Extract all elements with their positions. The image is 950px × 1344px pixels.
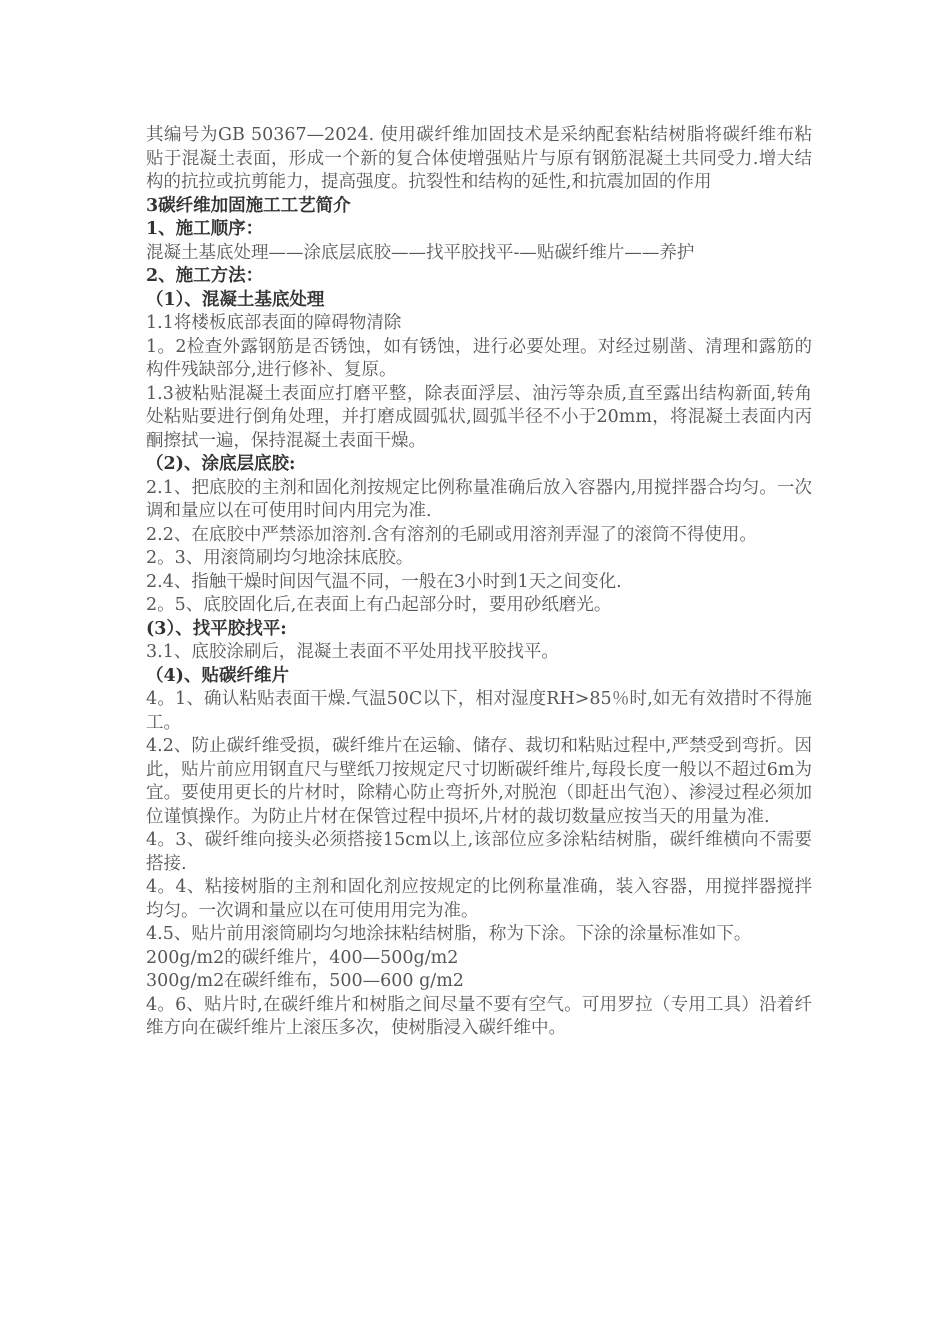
- paragraph-2-1: 2.1、把底胶的主剂和固化剂按规定比例称量准确后放入容器内,用搅拌器合均匀。一次调和量应以在可使用时间内用完为准.: [146, 477, 812, 521]
- subheading-apply-sheet: （4)、贴碳纤维片: [146, 665, 289, 686]
- paragraph-3-1: 3.1、底胶涂刷后，混凝土表面不平处用找平胶找平。: [146, 642, 559, 662]
- document-body: [146, 124, 812, 1041]
- paragraph-2-2: 2.2、在底胶中严禁添加溶剂.含有溶剂的毛刷或用溶剂弄湿了的滚筒不得使用。: [146, 524, 757, 545]
- paragraph-4-5: 4.5、贴片前用滚筒刷均匀地涂抹粘结树脂，称为下涂。下涂的涂量标准如下。: [146, 924, 752, 944]
- paragraph-4-3: 4。3、碳纤维向接头必须搭接15cm以上,该部位应多涂粘结树脂，碳纤维横向不需要搭接.: [146, 830, 812, 874]
- subheading-construction-method: 2、施工方法：: [146, 266, 264, 286]
- paragraph-4-4: 4。4、粘接树脂的主剂和固化剂应按规定的比例称量准确，装入容器，用搅拌器搅拌均匀。一次调和量应以在可使用用完为准。: [146, 877, 812, 921]
- paragraph-1-1: 1.1将楼板底部表面的障碍物清除: [146, 313, 402, 333]
- paragraph-spec-300: 300g/m2在碳纤维布，500—600 g/m2: [146, 971, 464, 991]
- paragraph-4-1: 4。1、确认粘贴表面干燥.气温50C以下，相对湿度RH>85％时,如无有效措时不得施工。: [146, 689, 812, 733]
- paragraph-4-2: 4.2、防止碳纤维受损，碳纤维片在运输、储存、裁切和粘贴过程中,严禁受到弯折。因此，贴片前应用钢直尺与壁纸刀按规定尺寸切断碳纤维片,每段长度一般以不超过6m为宜。要使用更长的片材时，除精心防止弯折外,对脱泡（即赶出气泡）、渗浸过程必须加位谨慎操作。为防止片材在保管过程中损坏,片材的裁切数量应按当天的用量为准.: [146, 736, 812, 827]
- subheading-construction-order: 1、施工顺序：: [146, 219, 264, 239]
- paragraph-4-6: 4。6、贴片时,在碳纤维片和树脂之间尽量不要有空气。可用罗拉（专用工具）沿着纤维方向在碳纤维片上滚压多次，使树脂浸入碳纤维中。: [146, 994, 812, 1038]
- paragraph-1-3: 1.3被粘贴混凝土表面应打磨平整，除表面浮层、油污等杂质,直至露出结构新面,转角处粘贴要进行倒角处理，并打磨成圆弧状,圆弧半径不小于20mm，将混凝土表面内丙酮擦拭一遍，保持混凝土表面干燥。: [146, 383, 812, 451]
- paragraph-spec-200: 200g/m2的碳纤维片，400—500g/m2: [146, 947, 459, 968]
- section-heading-3: 3碳纤维加固施工工艺简介: [146, 195, 351, 216]
- paragraph-construction-order: 混凝土基底处理——涂底层底胶——找平胶找平-—贴碳纤维片——养护: [146, 242, 695, 263]
- paragraph-intro: 其编号为GB 50367—2024. 使用碳纤维加固技术是采纳配套粘结树脂将碳纤维布粘贴于混凝土表面，形成一个新的复合体使增强贴片与原有钢筋混凝土共同受力.增大结构的抗拉或抗剪能力，提高强度。抗裂性和结构的延性,和抗震加固的作用: [146, 125, 812, 192]
- paragraph-1-2: 1。2检查外露钢筋是否锈蚀，如有锈蚀，进行必要处理。对经过剔凿、清理和露筋的构件残缺部分,进行修补、复原。: [146, 336, 812, 380]
- paragraph-2-5: 2。5、底胶固化后,在表面上有凸起部分时，要用砂纸磨光。: [146, 595, 612, 615]
- subheading-leveling: (3）、找平胶找平:: [146, 618, 287, 639]
- paragraph-2-4: 2.4、指触干燥时间因气温不同，一般在3小时到1天之间变化.: [146, 571, 622, 592]
- paragraph-2-3: 2。3、用滚筒刷均匀地涂抹底胶。: [146, 548, 414, 568]
- subheading-primer: （2)、涂底层底胶:: [146, 454, 296, 474]
- subheading-substrate-treatment: （1）、混凝土基底处理: [146, 289, 325, 310]
